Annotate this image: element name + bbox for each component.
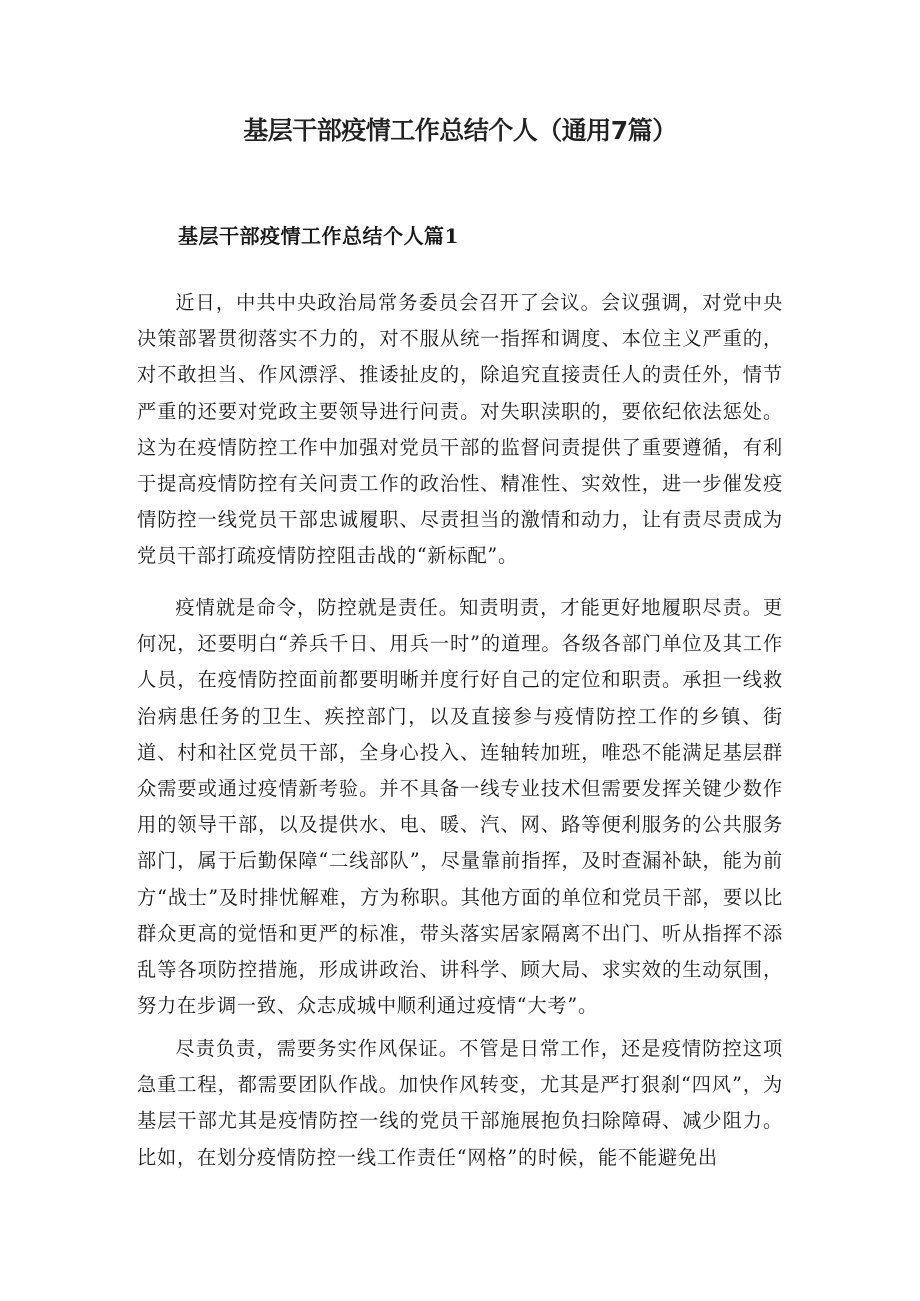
section-heading: 基层干部疫情工作总结个人篇1 [178, 224, 459, 248]
document-title: 基层干部疫情工作总结个人（通用7篇） [243, 116, 677, 145]
body-paragraph-3: 尽责负责，需要务实作风保证。不管是日常工作，还是疫情防控这项急重工程，都需要团队作战。加快作风转变，尤其是严打狠刹“四风”，为基层干部尤其是疫情防控一线的党员干部施展抱负扫除障碍、减少阻力。比如，在划分疫情防控一线工作责任“网格”的时候，能不能避免出 [137, 1037, 783, 1169]
body-paragraph-2: 疫情就是命令，防控就是责任。知责明责，才能更好地履职尽责。更何况，还要明白“养兵千日、用兵一时”的道理。各级各部门单位及其工作人员，在疫情防控面前都要明晰并度行好自己的定位和职责。承担一线救治病患任务的卫生、疾控部门，以及直接参与疫情防控工作的乡镇、街道、村和社区党员干部，全身心投入、连轴转加班，唯恐不能满足基层群众需要或通过疫情新考验。并不具备一线专业技术但需要发挥关键少数作用的领导干部，以及提供水、电、暖、汽、网、路等便利服务的公共服务部门，属于后勤保障“二线部队”，尽量靠前指挥，及时查漏补缺，能为前方“战士”及时排忧解难，方为称职。其他方面的单位和党员干部，要以比群众更高的觉悟和更严的标准，带头落实居家隔离不出门、听从指挥不添乱等各项防控措施，形成讲政治、讲科学、顾大局、求实效的生动氛围，努力在步调一致、众志成城中顺利通过疫情“大考”。 [137, 596, 783, 1018]
body-paragraph-1: 近日，中共中央政治局常务委员会召开了会议。会议强调，对党中央决策部署贯彻落实不力的，对不服从统一指挥和调度、本位主义严重的，对不敢担当、作风漂浮、推诿扯皮的，除追究直接责任人的责任外，情节严重的还要对党政主要领导进行问责。对失职渎职的，要依纪依法惩处。这为在疫情防控工作中加强对党员干部的监督问责提供了重要遵循，有利于提高疫情防控有关问责工作的政治性、精准性、实效性，进一步催发疫情防控一线党员干部忠诚履职、尽责担当的激情和动力，让有责尽责成为党员干部打疏疫情防控阻击战的“新标配”。 [137, 291, 783, 568]
